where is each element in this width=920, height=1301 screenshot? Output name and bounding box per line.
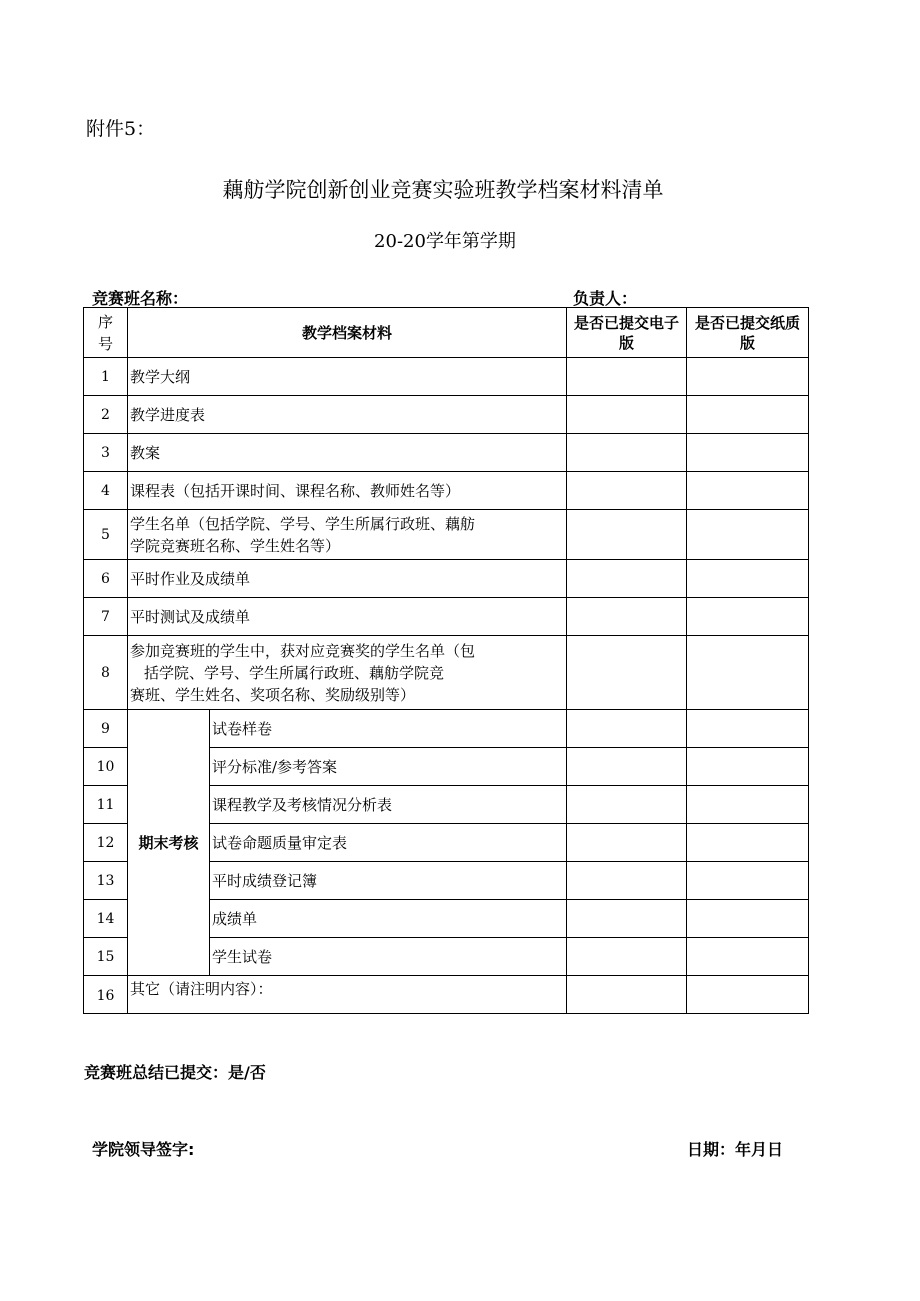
row-number: 9 <box>84 710 128 748</box>
row-material <box>128 636 567 710</box>
paper-cell[interactable] <box>687 938 809 976</box>
header-seq: 序号 <box>84 308 128 358</box>
owner-field-label: 负责人： <box>573 289 638 308</box>
electronic-cell[interactable] <box>567 862 687 900</box>
paper-cell[interactable] <box>687 396 809 434</box>
paper-cell[interactable] <box>687 358 809 396</box>
exam-group-label: 期末考核 <box>128 710 210 976</box>
row-material: 平时作业及成绩单 <box>128 560 567 598</box>
paper-cell[interactable] <box>687 598 809 636</box>
table-row <box>84 560 809 598</box>
row-material-line: 参加竞赛班的学生中，获对应竞赛奖的学生名单（包 <box>130 641 476 660</box>
class-name-field-label: 竞赛班名称： <box>92 289 189 308</box>
table-row <box>84 396 809 434</box>
electronic-cell[interactable] <box>567 358 687 396</box>
row-material: 平时成绩登记簿 <box>210 862 567 900</box>
table-row <box>84 710 809 748</box>
row-material: 课程表（包括开课时间、课程名称、教师姓名等） <box>128 472 567 510</box>
row-number: 7 <box>84 598 128 636</box>
paper-cell[interactable] <box>687 786 809 824</box>
row-number: 12 <box>84 824 128 862</box>
row-number: 3 <box>84 434 128 472</box>
row-material: 课程教学及考核情况分析表 <box>210 786 567 824</box>
paper-cell[interactable] <box>687 560 809 598</box>
table-row <box>84 472 809 510</box>
table-row <box>84 358 809 396</box>
row-number: 1 <box>84 358 128 396</box>
academic-term: 20-20学年第学期 <box>374 231 516 252</box>
row-number: 16 <box>84 976 128 1014</box>
materials-table <box>83 307 809 1014</box>
paper-cell[interactable] <box>687 748 809 786</box>
electronic-cell[interactable] <box>567 900 687 938</box>
row-material: 教案 <box>128 434 567 472</box>
row-material: 教学大纲 <box>128 358 567 396</box>
document-title: 藕舫学院创新创业竞赛实验班教学档案材料清单 <box>222 178 664 202</box>
paper-cell[interactable] <box>687 510 809 560</box>
row-material-line: 赛班、学生姓名、奖项名称、奖励级别等） <box>130 685 416 704</box>
electronic-cell[interactable] <box>567 396 687 434</box>
row-material: 其它（请注明内容）： <box>128 976 567 1014</box>
electronic-cell[interactable] <box>567 472 687 510</box>
row-number: 2 <box>84 396 128 434</box>
row-material: 成绩单 <box>210 900 567 938</box>
row-number: 5 <box>84 510 128 560</box>
table-row <box>84 434 809 472</box>
header-paper: 是否已提交纸质版 <box>687 308 809 358</box>
electronic-cell[interactable] <box>567 510 687 560</box>
row-number: 15 <box>84 938 128 976</box>
paper-cell[interactable] <box>687 862 809 900</box>
row-material: 平时测试及成绩单 <box>128 598 567 636</box>
electronic-cell[interactable] <box>567 434 687 472</box>
row-number: 13 <box>84 862 128 900</box>
electronic-cell[interactable] <box>567 748 687 786</box>
table-header-row <box>84 308 809 358</box>
paper-cell[interactable] <box>687 824 809 862</box>
paper-cell[interactable] <box>687 472 809 510</box>
electronic-cell[interactable] <box>567 824 687 862</box>
electronic-cell[interactable] <box>567 976 687 1014</box>
electronic-cell[interactable] <box>567 560 687 598</box>
row-number: 6 <box>84 560 128 598</box>
paper-cell[interactable] <box>687 636 809 710</box>
row-number: 11 <box>84 786 128 824</box>
row-number: 14 <box>84 900 128 938</box>
header-material: 教学档案材料 <box>128 308 567 358</box>
electronic-cell[interactable] <box>567 710 687 748</box>
electronic-cell[interactable] <box>567 786 687 824</box>
row-material: 试卷命题质量审定表 <box>210 824 567 862</box>
row-material-line: 学生名单（包括学院、学号、学生所属行政班、藕舫 <box>130 514 476 533</box>
electronic-cell[interactable] <box>567 938 687 976</box>
leader-signature-label: 学院领导签字: <box>92 1140 195 1159</box>
paper-cell[interactable] <box>687 434 809 472</box>
row-material: 试卷样卷 <box>210 710 567 748</box>
electronic-cell[interactable] <box>567 598 687 636</box>
date-label: 日期：年月日 <box>687 1140 784 1159</box>
row-material: 学生试卷 <box>210 938 567 976</box>
row-material <box>128 510 567 560</box>
paper-cell[interactable] <box>687 976 809 1014</box>
paper-cell[interactable] <box>687 710 809 748</box>
row-number: 8 <box>84 636 128 710</box>
summary-submitted-label: 竞赛班总结已提交：是/否 <box>84 1063 266 1082</box>
row-material-line: 括学院、学号、学生所属行政班、藕舫学院竞 <box>144 663 445 682</box>
paper-cell[interactable] <box>687 900 809 938</box>
row-number: 4 <box>84 472 128 510</box>
header-electronic: 是否已提交电子版 <box>567 308 687 358</box>
table-row <box>84 510 809 560</box>
table-row <box>84 976 809 1014</box>
electronic-cell[interactable] <box>567 636 687 710</box>
row-number: 10 <box>84 748 128 786</box>
table-row <box>84 636 809 710</box>
row-material: 评分标准/参考答案 <box>210 748 567 786</box>
table-row <box>84 598 809 636</box>
attachment-label: 附件5： <box>86 118 156 140</box>
row-material: 教学进度表 <box>128 396 567 434</box>
row-material-line: 学院竞赛班名称、学生姓名等） <box>130 536 341 555</box>
